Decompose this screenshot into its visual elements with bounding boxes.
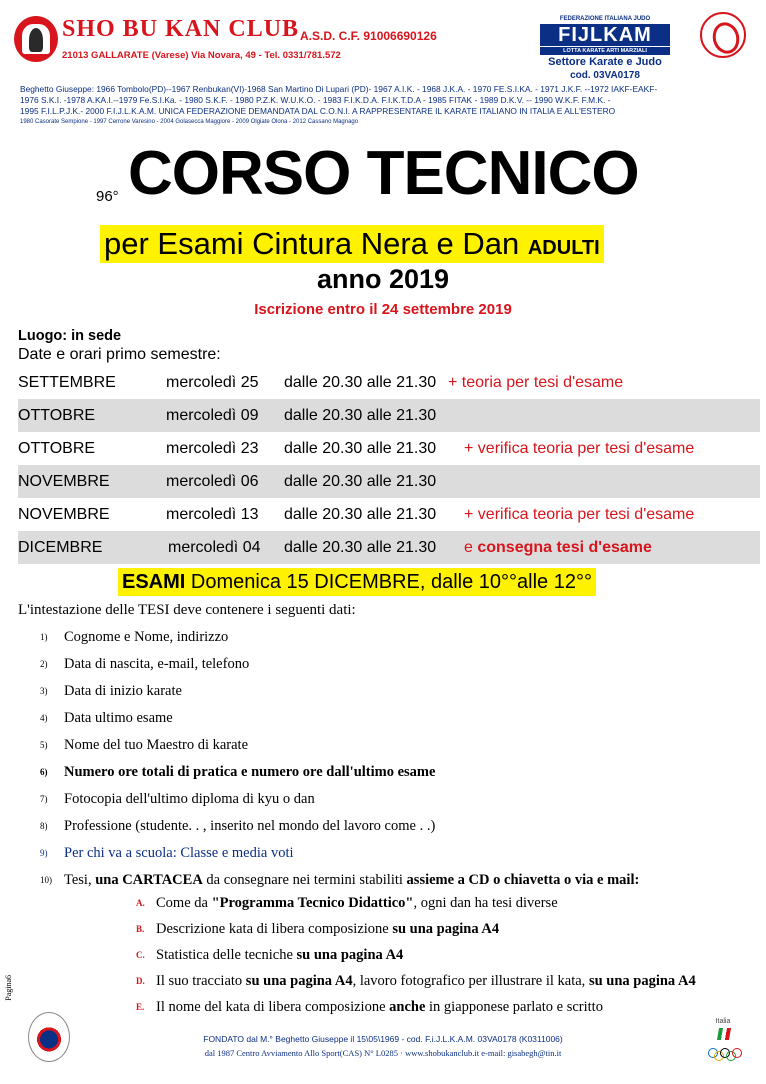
item-text-part: , lavoro fotografico per illustrare il kata, (352, 973, 589, 989)
item-text-bold: assieme a CD o chiavetta o via e mail: (406, 872, 640, 888)
history-line: 1995 F.I.L.P.J.K.- 2000 F.I.J.L.K.A.M. UNICA FEDERAZIONE DEMANDATA DAL C.O.N.I. A RAPPRESENTARE IL KARATE ITALIANO IN ITALIA E ALL'ESTERO (20, 106, 616, 116)
item-number: 8) (40, 821, 48, 831)
schedule-time: dalle 20.30 alle 21.30 (284, 539, 437, 556)
club-name: SHO BU KAN CLUB (62, 16, 300, 42)
schedule-row (18, 399, 760, 432)
page-title: CORSO TECNICO (128, 139, 639, 208)
italia-label: Italia (715, 1018, 731, 1025)
item-text: Data ultimo esame (64, 710, 173, 726)
item-text-bold: su una pagina A4 (588, 973, 696, 989)
item-number: 10) (40, 875, 52, 885)
olympic-rings-icon (708, 1048, 740, 1058)
item-text: Numero ore totali di pratica e numero ore dall'ultimo esame (64, 764, 436, 780)
item-text-bold: una CARTACEA (95, 872, 203, 888)
list-item (40, 624, 740, 651)
exam-text: Domenica 15 DICEMBRE, dalle 10°°alle 12°° (185, 571, 592, 593)
item-number: 7) (40, 794, 48, 804)
item-text-bold: anche (389, 999, 426, 1015)
location: Luogo: in sede (18, 328, 122, 344)
item-text-part: , ogni dan ha tesi diverse (413, 895, 558, 911)
item-text: Data di nascita, e-mail, telefono (64, 656, 250, 672)
founded-line: FONDATO dal M.° Beghetto Giuseppe il 15\05\1969 - cod. F.i.J.L.K.A.M. 03VA0178 (K0311006) (203, 1034, 563, 1044)
sector-label: Settore Karate e Judo (548, 56, 662, 68)
thesis-subitems (136, 890, 756, 1020)
item-number: 4) (40, 713, 48, 723)
course-year: anno 2019 (316, 264, 450, 294)
schedule-month: SETTEMBRE (18, 374, 116, 391)
list-item (40, 678, 740, 705)
schedule-row (18, 465, 760, 498)
club-logo (14, 16, 58, 62)
item-text-part: Come da (156, 895, 212, 911)
list-item (136, 994, 756, 1020)
item-text (156, 968, 696, 994)
item-text-bold: su una pagina A4 (392, 921, 500, 937)
federation-name: FEDERAZIONE ITALIANA JUDO (559, 16, 651, 22)
item-letter: A. (136, 898, 145, 908)
schedule-day: mercoledì 04 (168, 539, 261, 556)
subtitle-text: per Esami Cintura Nera e Dan (104, 226, 520, 261)
exam-date (118, 568, 596, 596)
item-text (156, 916, 499, 942)
item-text: Professione (studente. . , inserito nel mondo del lavoro come . .) (64, 818, 436, 834)
item-letter: C. (136, 950, 145, 960)
item-text-part: Tesi, (64, 872, 96, 888)
schedule-time: dalle 20.30 alle 21.30 (284, 440, 437, 457)
schedule-day: mercoledì 13 (166, 506, 259, 523)
item-text (156, 890, 558, 916)
fijlkam-logo: FIJLKAM (540, 24, 670, 46)
history-line: 1976 S.K.I. -1978 A.KA.I.--1979 Fe.S.I.Ka. - 1980 S.K.F. - 1980 P.Z.K. W.U.K.O. - 1983 F.I.K.D.A. F.I.K.T.D.A - 1985 FITAK - 1989 D.K.V. -- 1990 W.K.F. F.M.K. - (20, 95, 611, 105)
item-text-part: Il suo tracciato (156, 973, 246, 989)
item-text: Data di inizio karate (64, 683, 182, 699)
item-number: 1) (40, 632, 48, 642)
list-item (136, 968, 756, 994)
item-text: Per chi va a scuola: Classe e media voti (64, 845, 294, 861)
thesis-requirements (40, 624, 740, 894)
list-item (40, 786, 740, 813)
schedule-note-bold: consegna tesi d'esame (477, 539, 652, 556)
schedule-month: OTTOBRE (18, 407, 96, 424)
schedule-month: NOVEMBRE (18, 506, 110, 523)
item-number: 5) (40, 740, 48, 750)
item-letter: D. (136, 976, 145, 986)
flag-icon (717, 1028, 731, 1040)
schedule-day: mercoledì 23 (166, 440, 259, 457)
course-number: 96° (96, 188, 119, 205)
kanji-emblem (700, 12, 746, 58)
item-text (156, 942, 403, 968)
contact-line: dal 1987 Centro Avviamento Allo Sport(CAS) N° L0285 · www.shobukanclub.it e-mail: gisabegh@tin.it (204, 1048, 562, 1058)
schedule-note (464, 531, 652, 564)
schedule-note-prefix: e (464, 539, 478, 556)
list-item (40, 732, 740, 759)
federation-code: cod. 03VA0178 (570, 70, 640, 81)
schedule-time: dalle 20.30 alle 21.30 (284, 407, 437, 424)
registration-deadline: Iscrizione entro il 24 settembre 2019 (254, 301, 512, 318)
history-line: Beghetto Giuseppe: 1966 Tombolo(PD)--1967 Renbukan(VI)-1968 San Martino Di Lupari (PD)- 1967 A.I.K. - 1968 J.K.A. - 1970 FE.S.I.KA. - 1971 J.K.F. --1972 IAKF-EAKF- (20, 84, 658, 94)
schedule-row (18, 531, 760, 564)
list-item (40, 759, 740, 786)
schedule-time: dalle 20.30 alle 21.30 (284, 473, 437, 490)
course-subtitle (100, 225, 604, 263)
schedule-table (18, 366, 760, 564)
italia-logo (704, 1018, 742, 1068)
dates-header: Date e orari primo semestre: (18, 346, 221, 363)
list-item (40, 813, 740, 840)
schedule-day: mercoledì 25 (166, 374, 259, 391)
item-text-part: Statistica delle tecniche (156, 947, 297, 963)
exam-label: ESAMI (122, 571, 186, 593)
schedule-day: mercoledì 06 (166, 473, 259, 490)
schedule-day: mercoledì 09 (166, 407, 259, 424)
list-item (136, 942, 756, 968)
item-text-part: Descrizione kata di libera composizione (156, 921, 393, 937)
item-text: Nome del tuo Maestro di karate (64, 737, 249, 753)
item-text-part: in giapponese parlato e scritto (425, 999, 603, 1015)
item-number: 3) (40, 686, 48, 696)
item-text-part: da consegnare nei termini stabiliti (202, 872, 407, 888)
item-text (156, 994, 603, 1020)
item-text: Fotocopia dell'ultimo diploma di kyu o dan (64, 791, 315, 807)
schedule-row (18, 432, 760, 465)
federation-subtitle: LOTTA KARATE ARTI MARZIALI (540, 46, 670, 55)
schedule-month: OTTOBRE (18, 440, 96, 457)
schedule-month: NOVEMBRE (18, 473, 110, 490)
schedule-time: dalle 20.30 alle 21.30 (284, 506, 437, 523)
item-text: Cognome e Nome, indirizzo (64, 629, 229, 645)
item-number: 9) (40, 848, 48, 858)
list-item (40, 840, 740, 867)
item-text-bold: su una pagina A4 (296, 947, 404, 963)
item-text-part: Il nome del kata di libera composizione (156, 999, 390, 1015)
schedule-note: + verifica teoria per tesi d'esame (464, 440, 695, 457)
schedule-note: + verifica teoria per tesi d'esame (464, 506, 695, 523)
list-item (136, 916, 756, 942)
locations-line: 1980 Casorate Sempione - 1997 Cerrone Varesino - 2004 Golasecca Maggiore - 2009 Olgiate Olona - 2012 Cassano Magnago (20, 119, 359, 125)
subtitle-adults: ADULTI (527, 237, 600, 259)
page-number: Pagina6 (4, 975, 13, 1001)
schedule-row (18, 498, 760, 531)
item-text-bold: "Programma Tecnico Didattico" (211, 895, 414, 911)
list-item (40, 705, 740, 732)
schedule-row (18, 366, 760, 399)
list-item (136, 890, 756, 916)
item-number: 2) (40, 659, 48, 669)
club-tax-code: A.S.D. C.F. 91006690126 (300, 29, 437, 43)
schedule-time: dalle 20.30 alle 21.30 (284, 374, 437, 391)
item-text-bold: su una pagina A4 (245, 973, 353, 989)
schedule-month: DICEMBRE (18, 539, 103, 556)
item-letter: B. (136, 924, 145, 934)
schedule-note: + teoria per tesi d'esame (448, 374, 624, 391)
list-item (40, 651, 740, 678)
item-letter: E. (136, 1002, 145, 1012)
thesis-intro: L'intestazione delle TESI deve contenere i seguenti dati: (18, 602, 356, 618)
club-address: 21013 GALLARATE (Varese) Via Novara, 49 - Tel. 0331/781.572 (62, 50, 341, 61)
item-number: 6) (40, 767, 48, 777)
